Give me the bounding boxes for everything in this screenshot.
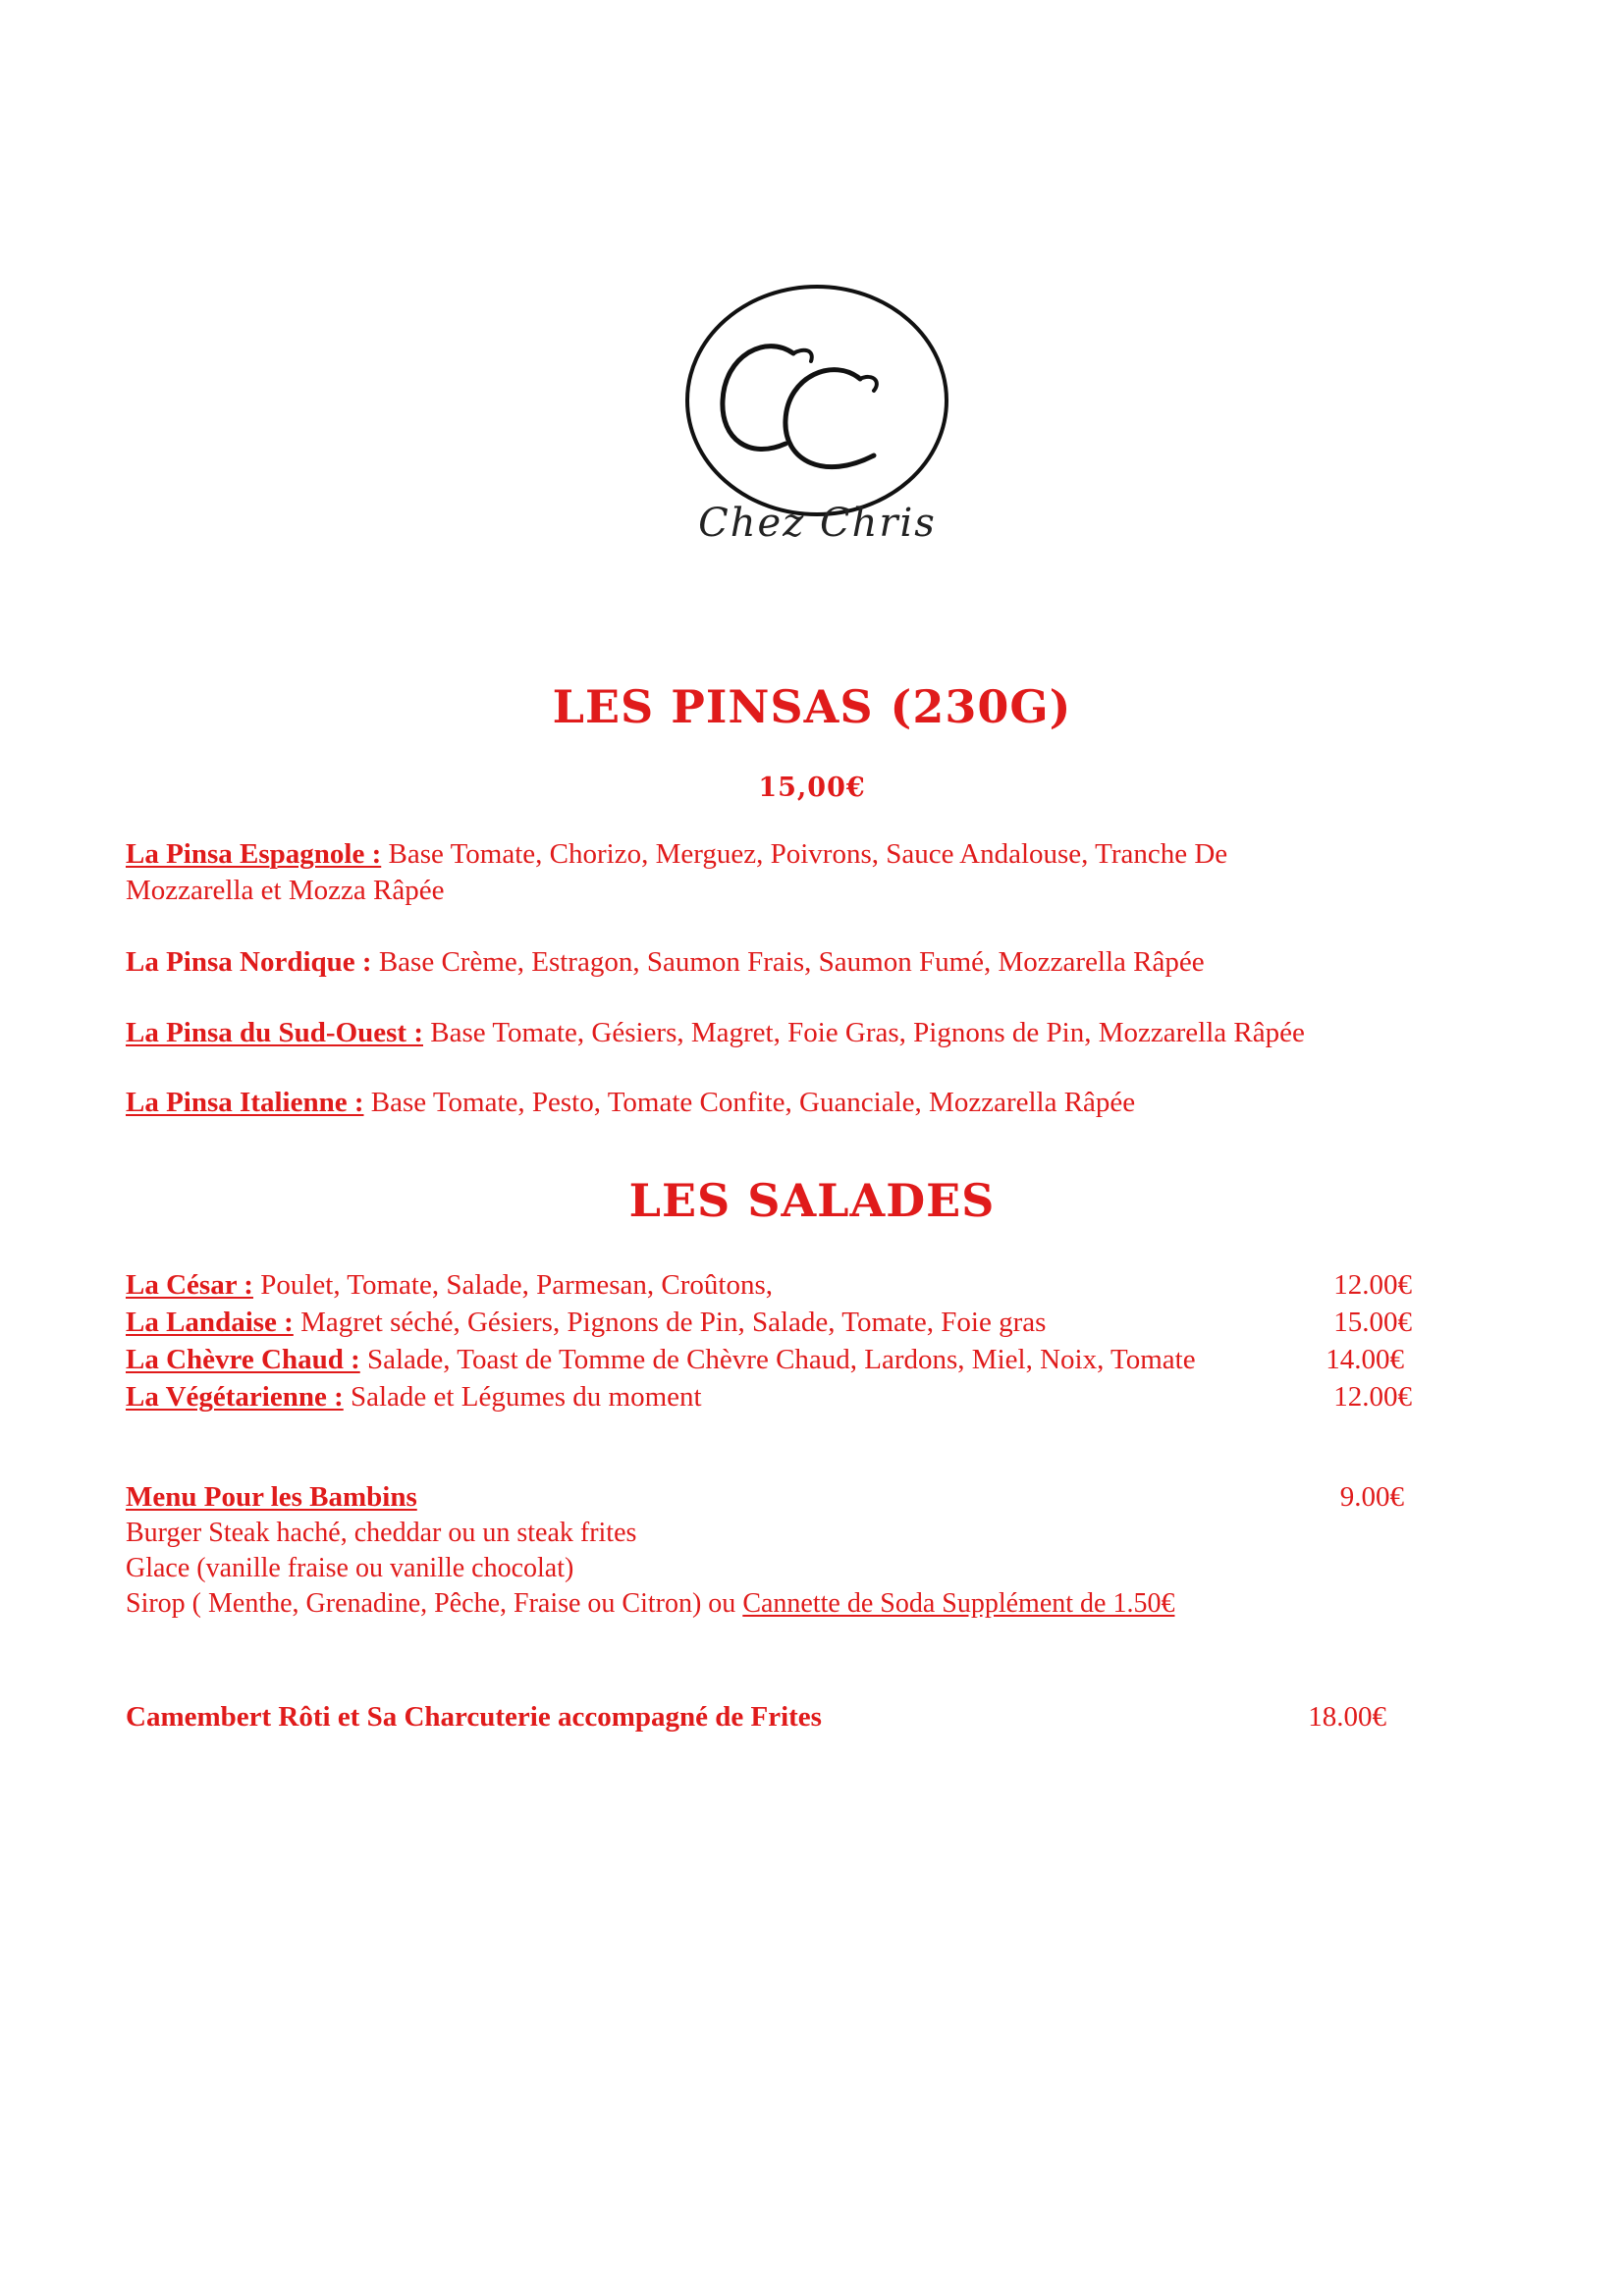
logo-name: Chez Chris bbox=[698, 501, 937, 546]
item-price: 12.00€ bbox=[1333, 1381, 1412, 1413]
menu-bambins-line-2: Glace (vanille fraise ou vanille chocolat) bbox=[126, 1553, 574, 1583]
item-name: La César : bbox=[126, 1269, 253, 1301]
item-name: La Chèvre Chaud : bbox=[126, 1344, 360, 1375]
salades-title: LES SALADES bbox=[628, 1174, 996, 1227]
item-desc: Base Tomate, Gésiers, Magret, Foie Gras, Pignons de Pin, Mozzarella Râpée bbox=[430, 1017, 1305, 1048]
logo-monogram: CC bbox=[677, 272, 699, 289]
item-price: 14.00€ bbox=[1326, 1344, 1404, 1375]
menu-bambins-line-1: Burger Steak haché, cheddar ou un steak frites bbox=[126, 1518, 637, 1548]
salade-vegetarienne bbox=[126, 1378, 1412, 1415]
salade-cesar bbox=[126, 1266, 1412, 1304]
item-price: 12.00€ bbox=[1333, 1269, 1412, 1301]
item-name: La Pinsa Espagnole : bbox=[126, 838, 382, 870]
soda-supplement: Cannette de Soda Supplément de 1.50€ bbox=[742, 1588, 1175, 1619]
camembert-item bbox=[126, 1698, 1412, 1735]
item-desc: Base Crème, Estragon, Saumon Frais, Saumon Fumé, Mozzarella Râpée bbox=[378, 946, 1205, 978]
item-desc: Salade et Légumes du moment bbox=[351, 1381, 702, 1413]
menu-bambins-line-3-text: Sirop ( Menthe, Grenadine, Pêche, Fraise ou Citron) ou bbox=[126, 1588, 743, 1619]
menu-bambins-header bbox=[126, 1478, 1412, 1516]
item-price: 15.00€ bbox=[1333, 1307, 1412, 1338]
item-desc: Magret séché, Gésiers, Pignons de Pin, Salade, Tomate, Foie gras bbox=[300, 1307, 1047, 1338]
pinsas-title: LES PINSAS (230G) bbox=[552, 680, 1072, 733]
item-desc-2: Mozzarella et Mozza Râpée bbox=[126, 875, 445, 906]
item-desc: Base Tomate, Chorizo, Merguez, Poivrons, Sauce Andalouse, Tranche De bbox=[388, 838, 1228, 870]
pinsa-espagnole bbox=[126, 836, 1432, 909]
item-name: La Pinsa Nordique : bbox=[126, 946, 372, 978]
menu-bambins-line-3 bbox=[126, 1586, 1412, 1622]
item-name: La Landaise : bbox=[126, 1307, 294, 1338]
pinsa-italienne bbox=[126, 1085, 1432, 1121]
pinsa-nordique bbox=[126, 944, 1432, 981]
pinsa-sud-ouest bbox=[126, 1015, 1432, 1051]
salade-landaise bbox=[126, 1304, 1412, 1341]
item-desc: Poulet, Tomate, Salade, Parmesan, Croûtons, bbox=[260, 1269, 773, 1301]
item-desc: Salade, Toast de Tomme de Chèvre Chaud, Lardons, Miel, Noix, Tomate bbox=[367, 1344, 1196, 1375]
salade-chevre-chaud bbox=[126, 1341, 1412, 1378]
menu-bambins-price: 9.00€ bbox=[1339, 1481, 1404, 1513]
item-name: La Pinsa du Sud-Ouest : bbox=[126, 1017, 423, 1048]
pinsas-price: 15,00€ bbox=[758, 773, 866, 803]
item-name: La Végétarienne : bbox=[126, 1381, 344, 1413]
camembert-name: Camembert Rôti et Sa Charcuterie accompagné de Frites bbox=[126, 1701, 822, 1733]
menu-bambins-title: Menu Pour les Bambins bbox=[126, 1481, 417, 1513]
camembert-price: 18.00€ bbox=[1308, 1701, 1386, 1733]
item-desc: Base Tomate, Pesto, Tomate Confite, Guanciale, Mozzarella Râpée bbox=[370, 1087, 1136, 1118]
item-name: La Pinsa Italienne : bbox=[126, 1087, 364, 1118]
